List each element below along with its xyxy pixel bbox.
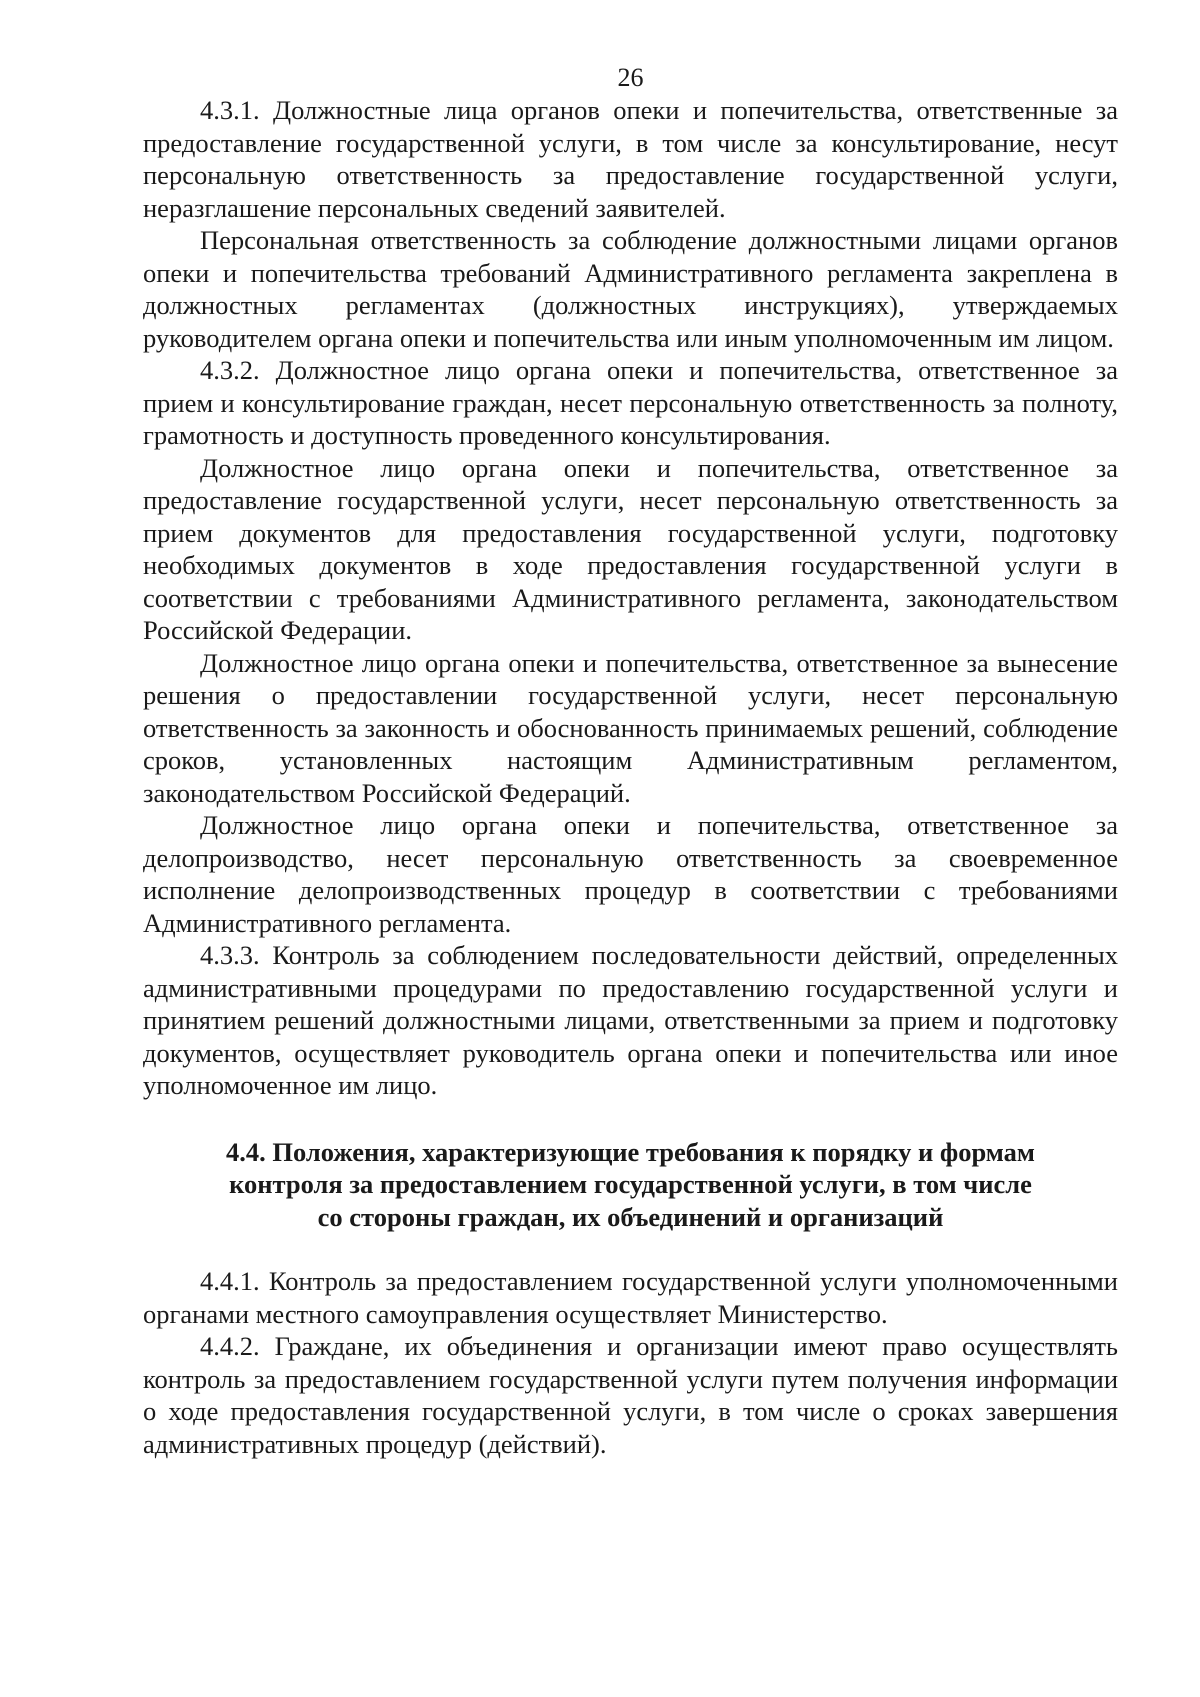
paragraph-official-service: Должностное лицо органа опеки и попечительства, ответственное за предоставление государственной услуги, несет персональную ответственность за прием документов для предоставления государственной услуги, подготовку необходимых документов в ходе предоставления государственной услуги в соответствии с требованиями Административного регламента, законодательством Российской Федерации. (143, 452, 1118, 645)
paragraph-personal-responsibility: Персональная ответственность за соблюдение должностными лицами органов опеки и попечительства требований Административного регламента закреплена в должностных регламентах (должностных инструкциях), утверждаемых руководителем органа опеки и попечительства или иным уполномоченным им лицом. (143, 225, 1118, 353)
paragraph-4-3-3: 4.3.3. Контроль за соблюдением последовательности действий, определенных административными процедурами по предоставлению государственной услуги и принятием решений должностными лицами, ответственными за прием и подготовку документов, осуществляет руководитель органа опеки и попечительства или иное уполномоченное им лицо. (143, 940, 1118, 1100)
heading-line: 4.4. Положения, характеризующие требования к порядку и формам (226, 1136, 1035, 1167)
section-heading-4-4 (143, 1136, 1118, 1234)
heading-line: контроля за предоставлением государственной услуги, в том числе (229, 1169, 1032, 1199)
paragraph-4-4-1: 4.4.1. Контроль за предоставлением государственной услуги уполномоченными органами местного самоуправления осуществляет Министерство. (143, 1266, 1118, 1329)
paragraph-4-3-1: 4.3.1. Должностные лица органов опеки и попечительства, ответственные за предоставление государственной услуги, в том числе за консультирование, несут персональную ответственность за предоставление государственной услуги, неразглашение персональных сведений заявителей. (143, 95, 1118, 223)
paragraph-4-3-2: 4.3.2. Должностное лицо органа опеки и попечительства, ответственное за прием и консультирование граждан, несет персональную ответственность за полноту, грамотность и доступность проведенного консультирования. (143, 355, 1118, 450)
heading-line: со стороны граждан, их объединений и организаций (317, 1201, 944, 1232)
document-page (143, 62, 1118, 1460)
page-number: 26 (617, 63, 644, 92)
paragraph-official-decision: Должностное лицо органа опеки и попечительства, ответственное за вынесение решения о предоставлении государственной услуги, несет персональную ответственность за законность и обоснованность принимаемых решений, соблюдение сроков, установленных настоящим Административным регламентом, законодательством Российской Федераций. (143, 647, 1118, 808)
paragraph-4-4-2: 4.4.2. Граждане, их объединения и организации имеют право осуществлять контроль за предоставлением государственной услуги путем получения информации о ходе предоставления государственной услуги, в том числе о сроках завершения административных процедур (действий). (143, 1331, 1118, 1459)
paragraph-official-records: Должностное лицо органа опеки и попечительства, ответственное за делопроизводство, несет персональную ответственность за своевременное исполнение делопроизводственных процедур в соответствии с требованиями Административного регламента. (143, 810, 1118, 938)
